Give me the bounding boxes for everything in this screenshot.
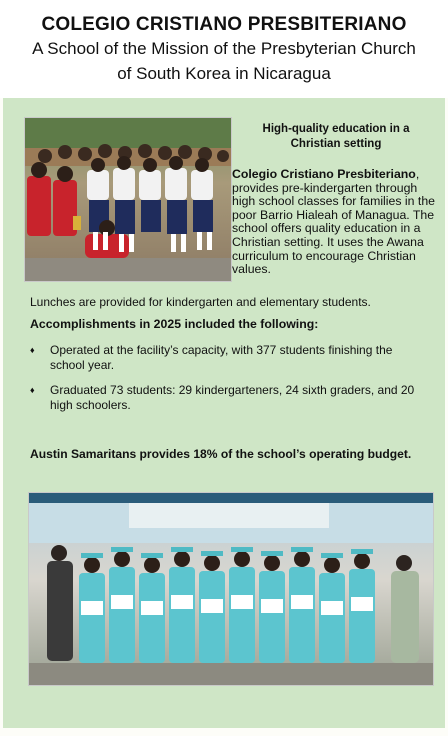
funding-statement: Austin Samaritans provides 18% of the school’s operating budget.	[30, 447, 412, 461]
students-photo	[24, 117, 232, 282]
diamond-bullet-icon: ♦	[30, 385, 35, 395]
bullet-text: Graduated 73 students: 29 kindergarteners, 24 sixth graders, and 20 high schoolers.	[50, 383, 415, 412]
bullet-text: Operated at the facility’s capacity, with 377 students finishing the school year.	[50, 343, 393, 372]
graduation-illustration	[29, 493, 433, 685]
subtitle-line-2: of South Korea in Nicaragua	[117, 64, 331, 83]
students-illustration	[25, 118, 231, 281]
diamond-bullet-icon: ♦	[30, 345, 35, 355]
intro-text: , provides pre-kindergarten through high school classes for families in the poor Barrio Hialeah of Managua. The school offers quality education in a Christian setting. It uses the Awana curriculum to encourage Christian values.	[232, 167, 435, 277]
accomplishments-heading: Accomplishments in 2025 included the following:	[30, 317, 319, 331]
intro-paragraph	[232, 168, 438, 277]
intro-school-name: Colegio Cristiano Presbiteriano	[232, 167, 416, 181]
lunches-text: Lunches are provided for kindergarten and elementary students.	[30, 295, 371, 309]
school-title: COLEGIO CRISTIANO PRESBITERIANO	[41, 14, 407, 35]
page-header	[0, 0, 448, 98]
subtitle-line-1: A School of the Mission of the Presbyterian Church	[32, 39, 416, 58]
section-heading: High-quality education in a Christian setting	[262, 123, 410, 150]
graduation-photo	[28, 492, 434, 686]
